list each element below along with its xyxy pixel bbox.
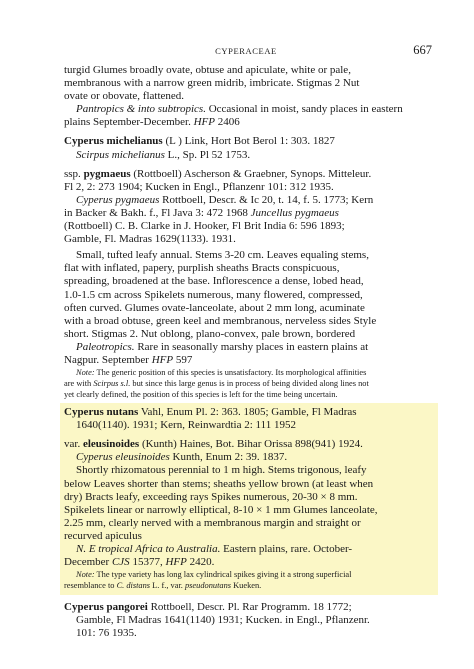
- description-line: 2.25 mm, clearly nerved with a membranous margin and straight or: [64, 516, 361, 529]
- synonym-name: Cyperus eleusinoides: [76, 451, 170, 464]
- note-line: [64, 367, 434, 378]
- citation: L., Sp. Pl 52 1753.: [164, 148, 251, 161]
- habitat-text: plains September-December.: [64, 116, 194, 129]
- description-line: flat with inflated, papery, purplish sheaths Bracts conspicuous,: [64, 262, 340, 275]
- herbarium-code: HFP: [151, 353, 174, 366]
- citation: (Kunth) Haines, Bot. Bihar Orissa 898(941) 1924.: [139, 438, 363, 451]
- description-line: below Leaves shorter than stems; sheaths yellow brown (at least when: [64, 477, 374, 490]
- description-line: with a broad obtuse, green keel and membranous, nerveless sides Style: [64, 314, 377, 327]
- note-text: but since this large genus is in process of being divided along lines not: [130, 379, 369, 389]
- note-text: resemblance to: [64, 581, 117, 591]
- description-line: dry) Bracts leafy, exceeding rays Spikes numerous, 20-30 × 8 mm.: [64, 490, 358, 503]
- taxon-name: pseudonutans: [184, 581, 232, 591]
- species-entry-michelianus: [64, 135, 434, 161]
- citation: (L ) Link, Hort Bot Berol 1: 303. 1827: [162, 135, 335, 148]
- note-label: Note:: [76, 570, 95, 580]
- habitat-line: [64, 103, 434, 116]
- text-line: turgid Glumes broadly ovate, obtuse and apiculate, white or pale,: [64, 64, 351, 76]
- description-line: often curved. Glumes ovate-lanceolate, about 2 mm long, acuminate: [64, 301, 365, 314]
- note-label: Note:: [76, 368, 95, 378]
- note-text: The generic position of this species is unsatisfactory. Its morphological affinities: [94, 368, 367, 378]
- note-line: yet clearly defined, the position of this species is left for the time being uncertain.: [64, 390, 338, 400]
- citation-line: 1640(1140). 1931; Kern, Reinwardtia 2: 111 1952: [76, 419, 296, 432]
- taxon-name: pygmaeus: [83, 167, 131, 180]
- citation-line: Gamble, Fl. Madras 1629(1133). 1931.: [64, 233, 236, 246]
- herbarium-code: HFP: [165, 556, 187, 569]
- page-header: [60, 44, 432, 60]
- rank-label: var.: [64, 438, 83, 451]
- note-text: are with: [64, 379, 94, 389]
- specimen-number: 597: [173, 353, 193, 366]
- species-heading: [64, 406, 434, 419]
- distribution-text: Pantropics & into subtropics.: [76, 103, 206, 116]
- habitat-text: Rare in seasonally marshy places in eastern plains at: [134, 340, 369, 353]
- collector-code: CJS: [111, 556, 130, 569]
- citation-line: 101: 76 1935.: [76, 627, 137, 640]
- herbarium-code: HFP: [193, 116, 215, 129]
- highlighted-entry-nutans: [60, 403, 438, 595]
- page-body: [64, 64, 434, 640]
- habitat-text: Nagpur. September: [64, 353, 152, 366]
- taxon-name: eleusinoides: [82, 438, 140, 451]
- habitat-text: Eastern plains, rare. October-: [220, 543, 353, 555]
- note-line: [64, 378, 434, 389]
- synonym-name: Cyperus pygmaeus: [76, 193, 160, 206]
- species-entry-pangorei: [64, 601, 434, 640]
- specimen-number: 2420.: [186, 556, 215, 569]
- species-heading: [64, 601, 434, 614]
- taxon-name: Scirpus s.l.: [93, 379, 131, 389]
- synonym-name: Scirpus michelianus: [76, 148, 165, 161]
- habitat-line: [64, 341, 434, 354]
- note-text: The type variety has long lax cylindrical spikes giving it a strong superficial: [94, 570, 352, 580]
- citation: in Backer & Bakh. f., Fl Java 3: 472 1968: [64, 206, 251, 219]
- habitat-line: [64, 543, 434, 556]
- citation: Rottboell, Descr. & Ic 20, t. 14, f. 5. 1773; Kern: [159, 193, 374, 206]
- description-line: Spikelets linear or narrowly elliptical, 8-10 × 1 mm Glumes lanceolate,: [64, 503, 378, 516]
- text-line: membranous with a narrow green midrib, imbricate. Stigmas 2 Nut: [64, 77, 360, 90]
- synonym-line: [64, 194, 434, 207]
- citation: Rottboell, Descr. Pl. Rar Programm. 18 1772;: [147, 601, 352, 614]
- page-number: 667: [413, 43, 432, 57]
- distribution-text: N. E tropical Africa to Australia.: [76, 543, 221, 555]
- synonym-line: [64, 451, 434, 464]
- habitat-text: December: [64, 556, 112, 569]
- synonym-line: [64, 149, 434, 162]
- citation: Kunth, Enum 2: 39. 1837.: [169, 451, 288, 464]
- citation: Vahl, Enum Pl. 2: 363. 1805; Gamble, Fl Madras: [138, 406, 357, 419]
- description-line: Shortly rhizomatous perennial to 1 m high. Stems trigonous, leafy: [76, 464, 367, 477]
- specimen-number: 2406: [214, 116, 240, 129]
- habitat-line: [64, 354, 434, 367]
- note-line: [64, 569, 434, 580]
- synonym-name: Juncellus pygmaeus: [250, 206, 339, 219]
- citation-line: (Rottboell) C. B. Clarke in J. Hooker, Fl Brit India 6: 596 1893;: [64, 220, 345, 233]
- note-text: Kueken.: [231, 581, 262, 591]
- description-line: Small, tufted leafy annual. Stems 3-20 cm. Leaves equaling stems,: [76, 249, 369, 262]
- habitat-line: [64, 556, 434, 569]
- description-line: 1.0-1.5 cm across Spikelets numerous, many flowered, compressed,: [64, 288, 363, 301]
- description-line: short. Stigmas 2. Nut oblong, plano-convex, pale brown, bordered: [64, 327, 356, 340]
- taxon-name: C. distans: [116, 581, 151, 591]
- note-line: [64, 580, 434, 591]
- note-text: L. f., var.: [150, 581, 185, 591]
- taxon-heading: [64, 168, 434, 181]
- citation-line: Fl 2, 2: 273 1904; Kucken in Engl., Pflanzenr 101: 312 1935.: [64, 180, 334, 193]
- description-line: recurved apiculus: [64, 529, 142, 542]
- habitat-line: [64, 116, 434, 129]
- species-name: Cyperus michelianus: [64, 135, 163, 148]
- species-heading: [64, 135, 434, 148]
- species-name: Cyperus nutans: [64, 406, 139, 419]
- continued-description: [64, 64, 434, 129]
- description-line: spreading, broadened at the base. Inflorescence a dense, lobed head,: [64, 275, 364, 288]
- text-line: ovate or obovate, flattened.: [64, 90, 185, 103]
- habitat-text: Occasional in moist, sandy places in eastern: [205, 103, 403, 116]
- distribution-text: Paleotropics.: [76, 340, 135, 353]
- species-name: Cyperus pangorei: [64, 601, 148, 614]
- citation-line: Gamble, Fl Madras 1641(1140) 1931; Kucken. in Engl., Pflanzenr.: [76, 614, 370, 627]
- synonym-line: [64, 207, 434, 220]
- running-head: CYPERACEAE: [215, 46, 277, 56]
- subspecies-entry-pygmaeus: [64, 168, 434, 400]
- specimen-number: 15377,: [129, 556, 166, 569]
- citation: (Rottboell) Ascherson & Graebner, Synops. Mitteleur.: [130, 167, 372, 180]
- rank-label: ssp.: [64, 167, 84, 180]
- taxon-heading: [64, 438, 434, 451]
